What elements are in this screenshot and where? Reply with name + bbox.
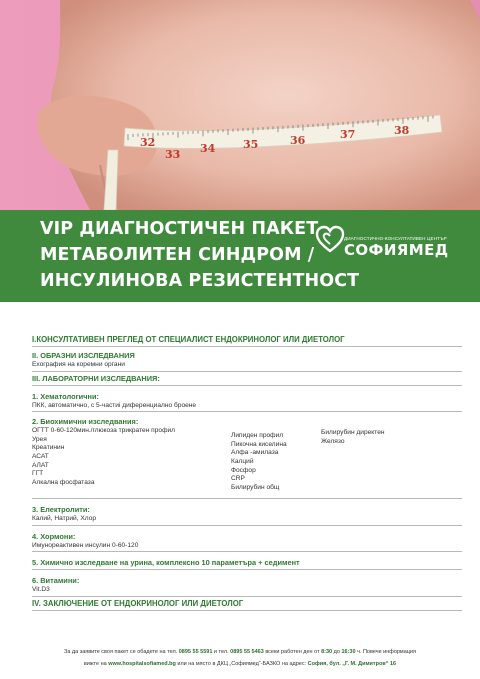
sofiamed-logo <box>314 222 464 272</box>
package-contents <box>32 335 462 611</box>
test-item: Липиден профил <box>231 432 284 440</box>
test-item: Урея <box>32 435 47 443</box>
section-lab-title: III. ЛАБОРАТОРНИ ИЗСЛЕДВАНИЯ: <box>32 373 160 383</box>
footer-line-1 <box>0 648 480 657</box>
hero-photo <box>0 0 480 210</box>
title-line: МЕТАБОЛИТЕН СИНДРОМ / <box>40 245 315 265</box>
biochemistry-col-2 <box>231 432 287 492</box>
hematology-title: 1. Хематологични: <box>32 391 99 401</box>
test-item: ОГТТ 0-60-120мин./глюкоза трикратен профил <box>32 427 176 435</box>
biochemistry-columns <box>32 427 462 497</box>
hours-to: 16:30 <box>341 649 356 655</box>
tape-number: 35 <box>243 138 259 151</box>
title-line: VIP ДИАГНОСТИЧЕН ПАКЕТ <box>40 219 319 239</box>
biochemistry-col-3 <box>321 429 385 446</box>
test-item: Алкална фосфатаза <box>32 478 95 486</box>
title-line: ИНСУЛИНОВА РЕЗИСТЕНТНОСТ <box>40 271 360 291</box>
phone-number[interactable]: 0895 55 5463 <box>230 649 264 655</box>
section-imaging-body: Ехография на коремни органи <box>32 361 125 368</box>
divider <box>32 498 462 499</box>
footer-text: всеки работен ден от <box>263 649 322 655</box>
phone-number[interactable]: 0895 55 5591 <box>178 649 213 655</box>
hormones-body: Имунореактивен инсулин 0-60-120 <box>32 541 139 549</box>
electrolytes-body: Калий, Натрий, Хлор <box>32 515 97 523</box>
hormones-title: 4. Хормони: <box>32 531 76 541</box>
divider <box>32 569 462 570</box>
divider <box>32 596 462 597</box>
section-imaging-title: II. ОБРАЗНИ ИЗСЛЕДВАНИЯ <box>32 351 135 360</box>
footer-line-2 <box>0 660 480 669</box>
divider <box>32 610 462 611</box>
divider <box>32 346 462 347</box>
test-item: АЛАТ <box>32 461 49 469</box>
vitamins-body: Vit.D3 <box>32 586 50 594</box>
tape-number: 38 <box>394 124 410 137</box>
logo-name: СОФИЯМЕД <box>344 241 449 259</box>
test-item: Пикочна киселина <box>231 440 287 448</box>
divider <box>32 411 462 412</box>
test-item: Фосфор <box>231 466 256 474</box>
heart-logo-icon <box>314 224 346 254</box>
footer-text: вижте на <box>83 661 109 667</box>
divider <box>32 385 462 386</box>
section-consultation: I.КОНСУЛТАТИВЕН ПРЕГЛЕД ОТ СПЕЦИАЛИСТ ЕНДОКРИНОЛОГ ИЛИ ДИЕТОЛОГ <box>32 335 345 344</box>
test-item: ГГТ <box>32 470 44 478</box>
test-item: Билирубин директен <box>321 429 385 437</box>
electrolytes-title: 3. Електролити: <box>32 505 90 515</box>
test-item: CRP <box>231 475 245 483</box>
test-item: Креатинин <box>32 444 65 452</box>
footer-text: За да заявите своя пакет се обадете на тел. <box>64 649 179 655</box>
footer-text: и тел. <box>212 649 231 655</box>
footer-text: до <box>332 649 342 655</box>
biochemistry-title: 2. Биохимични изследвания: <box>32 417 139 427</box>
tape-number: 33 <box>165 148 181 161</box>
vitamins-title: 6. Витамини: <box>32 576 80 586</box>
tape-number: 37 <box>340 128 356 141</box>
test-item: Алфа -амилаза <box>231 449 279 457</box>
divider <box>32 551 462 552</box>
urine-test: 5. Химично изследване на урина, комплексно 10 параметъра + седимент <box>32 558 300 568</box>
tape-number: 34 <box>200 142 216 155</box>
tape-number: 36 <box>290 134 306 147</box>
address: София, бул. „Г. М. Димитров“ 16 <box>307 661 397 667</box>
package-title <box>40 216 359 294</box>
test-item: Калций <box>231 457 254 465</box>
hematology-body: ПКК, автоматично, с 5-частиi диференциално броене <box>32 401 197 409</box>
website-link[interactable]: www.hospitalsofiamed.bg <box>108 661 176 667</box>
divider <box>32 371 462 372</box>
footer-text: ч. Повече информация <box>355 649 416 655</box>
section-conclusion: IV. ЗАКЛЮЧЕНИЕ ОТ ЕНДОКРИНОЛОГ ИЛИ ДИЕТОЛОГ <box>32 598 244 608</box>
footer-text: или на място в ДКЦ „Софиямед“-БАЗКО на адрес: <box>175 661 308 667</box>
tape-number: 32 <box>140 136 156 149</box>
divider <box>32 525 462 526</box>
test-item: АСАТ <box>32 452 49 460</box>
test-item: Билирубин общ <box>231 483 280 491</box>
hours-from: 8:30 <box>321 649 333 655</box>
logo-tagline: ДИАГНОСТИЧНО-КОНСУЛТАТИВЕН ЦЕНТЪР <box>344 236 447 241</box>
title-banner <box>0 210 480 302</box>
biochemistry-col-1 <box>32 427 175 487</box>
test-item: Желязо <box>321 437 345 445</box>
